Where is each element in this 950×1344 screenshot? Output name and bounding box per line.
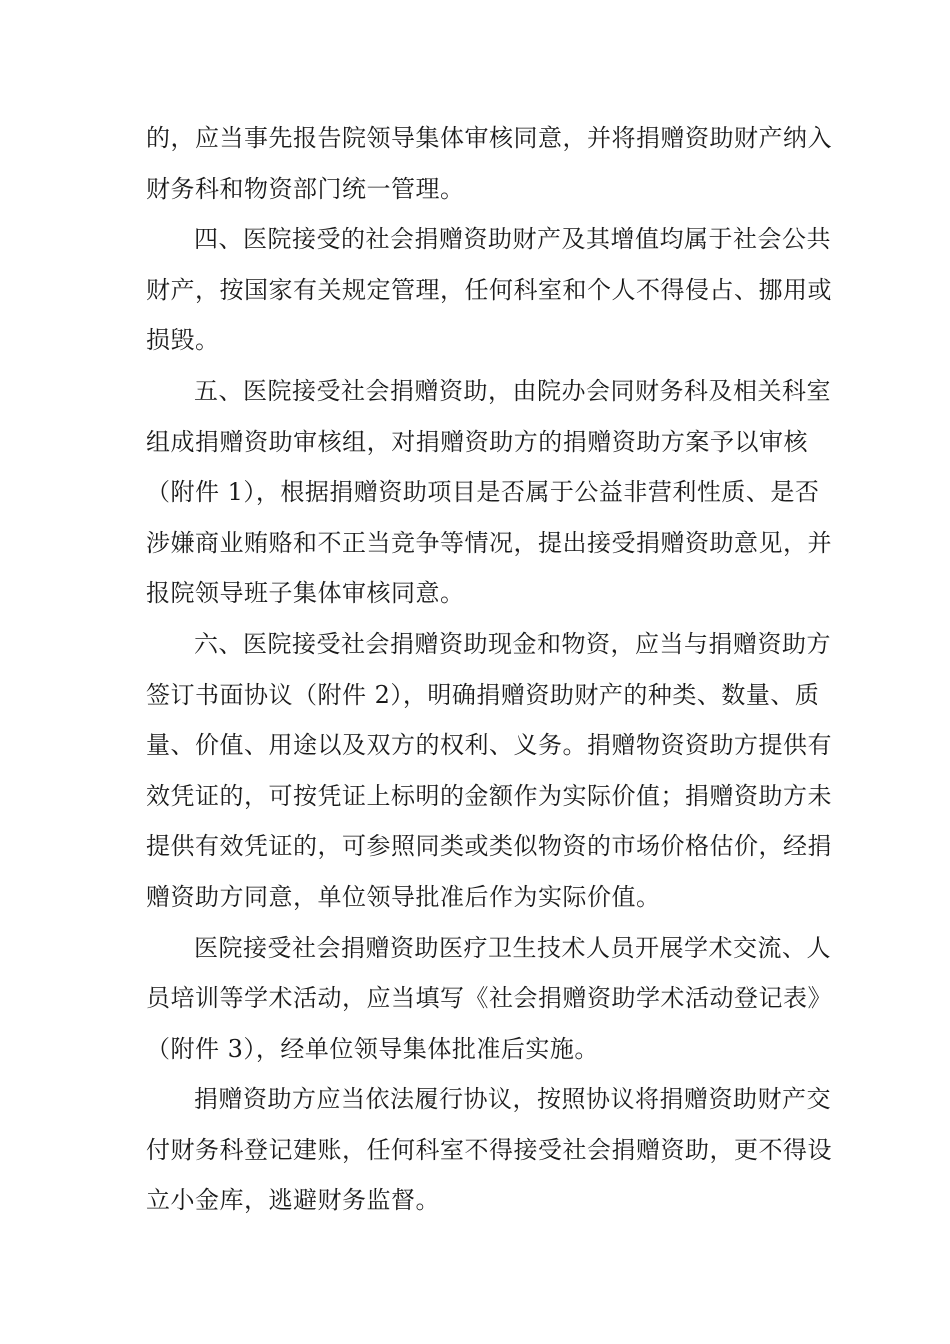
text-line: 捐赠资助方应当依法履行协议，按照协议将捐赠资助财产交: [194, 1085, 831, 1114]
document-body: [146, 113, 832, 1226]
paragraph-continuation: [146, 113, 832, 214]
text-line: 损毁。: [146, 326, 220, 355]
paragraph-item-six: [146, 619, 832, 923]
paragraph-item-four: [146, 214, 832, 366]
text-line: 报院领导班子集体审核同意。: [146, 579, 465, 608]
text-line: 量、价值、用途以及双方的权利、义务。捐赠物资资助方提供有: [146, 731, 832, 760]
paragraph-academic-activity: [146, 923, 832, 1075]
text-line: 付财务科登记建账，任何科室不得接受社会捐赠资助，更不得设: [146, 1135, 832, 1164]
text-line: （附件 3），经单位领导集体批准后实施。: [146, 1034, 599, 1063]
text-line: 四、医院接受的社会捐赠资助财产及其增值均属于社会公共: [194, 225, 831, 254]
text-line: 签订书面协议（附件 2），明确捐赠资助财产的种类、数量、质: [146, 680, 820, 709]
text-line: 效凭证的，可按凭证上标明的金额作为实际价值；捐赠资助方未: [146, 781, 832, 810]
text-line: 立小金库，逃避财务监督。: [146, 1186, 440, 1215]
paragraph-donor-obligation: [146, 1074, 832, 1226]
text-line: 员培训等学术活动，应当填写《社会捐赠资助学术活动登记表》: [146, 984, 832, 1013]
text-line: 涉嫌商业贿赂和不正当竞争等情况，提出接受捐赠资助意见，并: [146, 528, 832, 557]
text-line: 财产，按国家有关规定管理，任何科室和个人不得侵占、挪用或: [146, 275, 832, 304]
text-line: 的，应当事先报告院领导集体审核同意，并将捐赠资助财产纳入: [146, 124, 832, 152]
text-line: 财务科和物资部门统一管理。: [146, 174, 465, 203]
text-line: 提供有效凭证的，可参照同类或类似物资的市场价格估价，经捐: [146, 832, 832, 861]
text-line: 五、医院接受社会捐赠资助，由院办会同财务科及相关科室: [194, 376, 831, 405]
text-line: 六、医院接受社会捐赠资助现金和物资，应当与捐赠资助方: [194, 629, 831, 658]
text-line: 组成捐赠资助审核组，对捐赠资助方的捐赠资助方案予以审核: [146, 427, 808, 456]
text-line: 医院接受社会捐赠资助医疗卫生技术人员开展学术交流、人: [194, 933, 831, 962]
text-line: （附件 1），根据捐赠资助项目是否属于公益非营利性质、是否: [146, 478, 820, 507]
paragraph-item-five: [146, 366, 832, 619]
text-line: 赠资助方同意，单位领导批准后作为实际价值。: [146, 882, 661, 911]
